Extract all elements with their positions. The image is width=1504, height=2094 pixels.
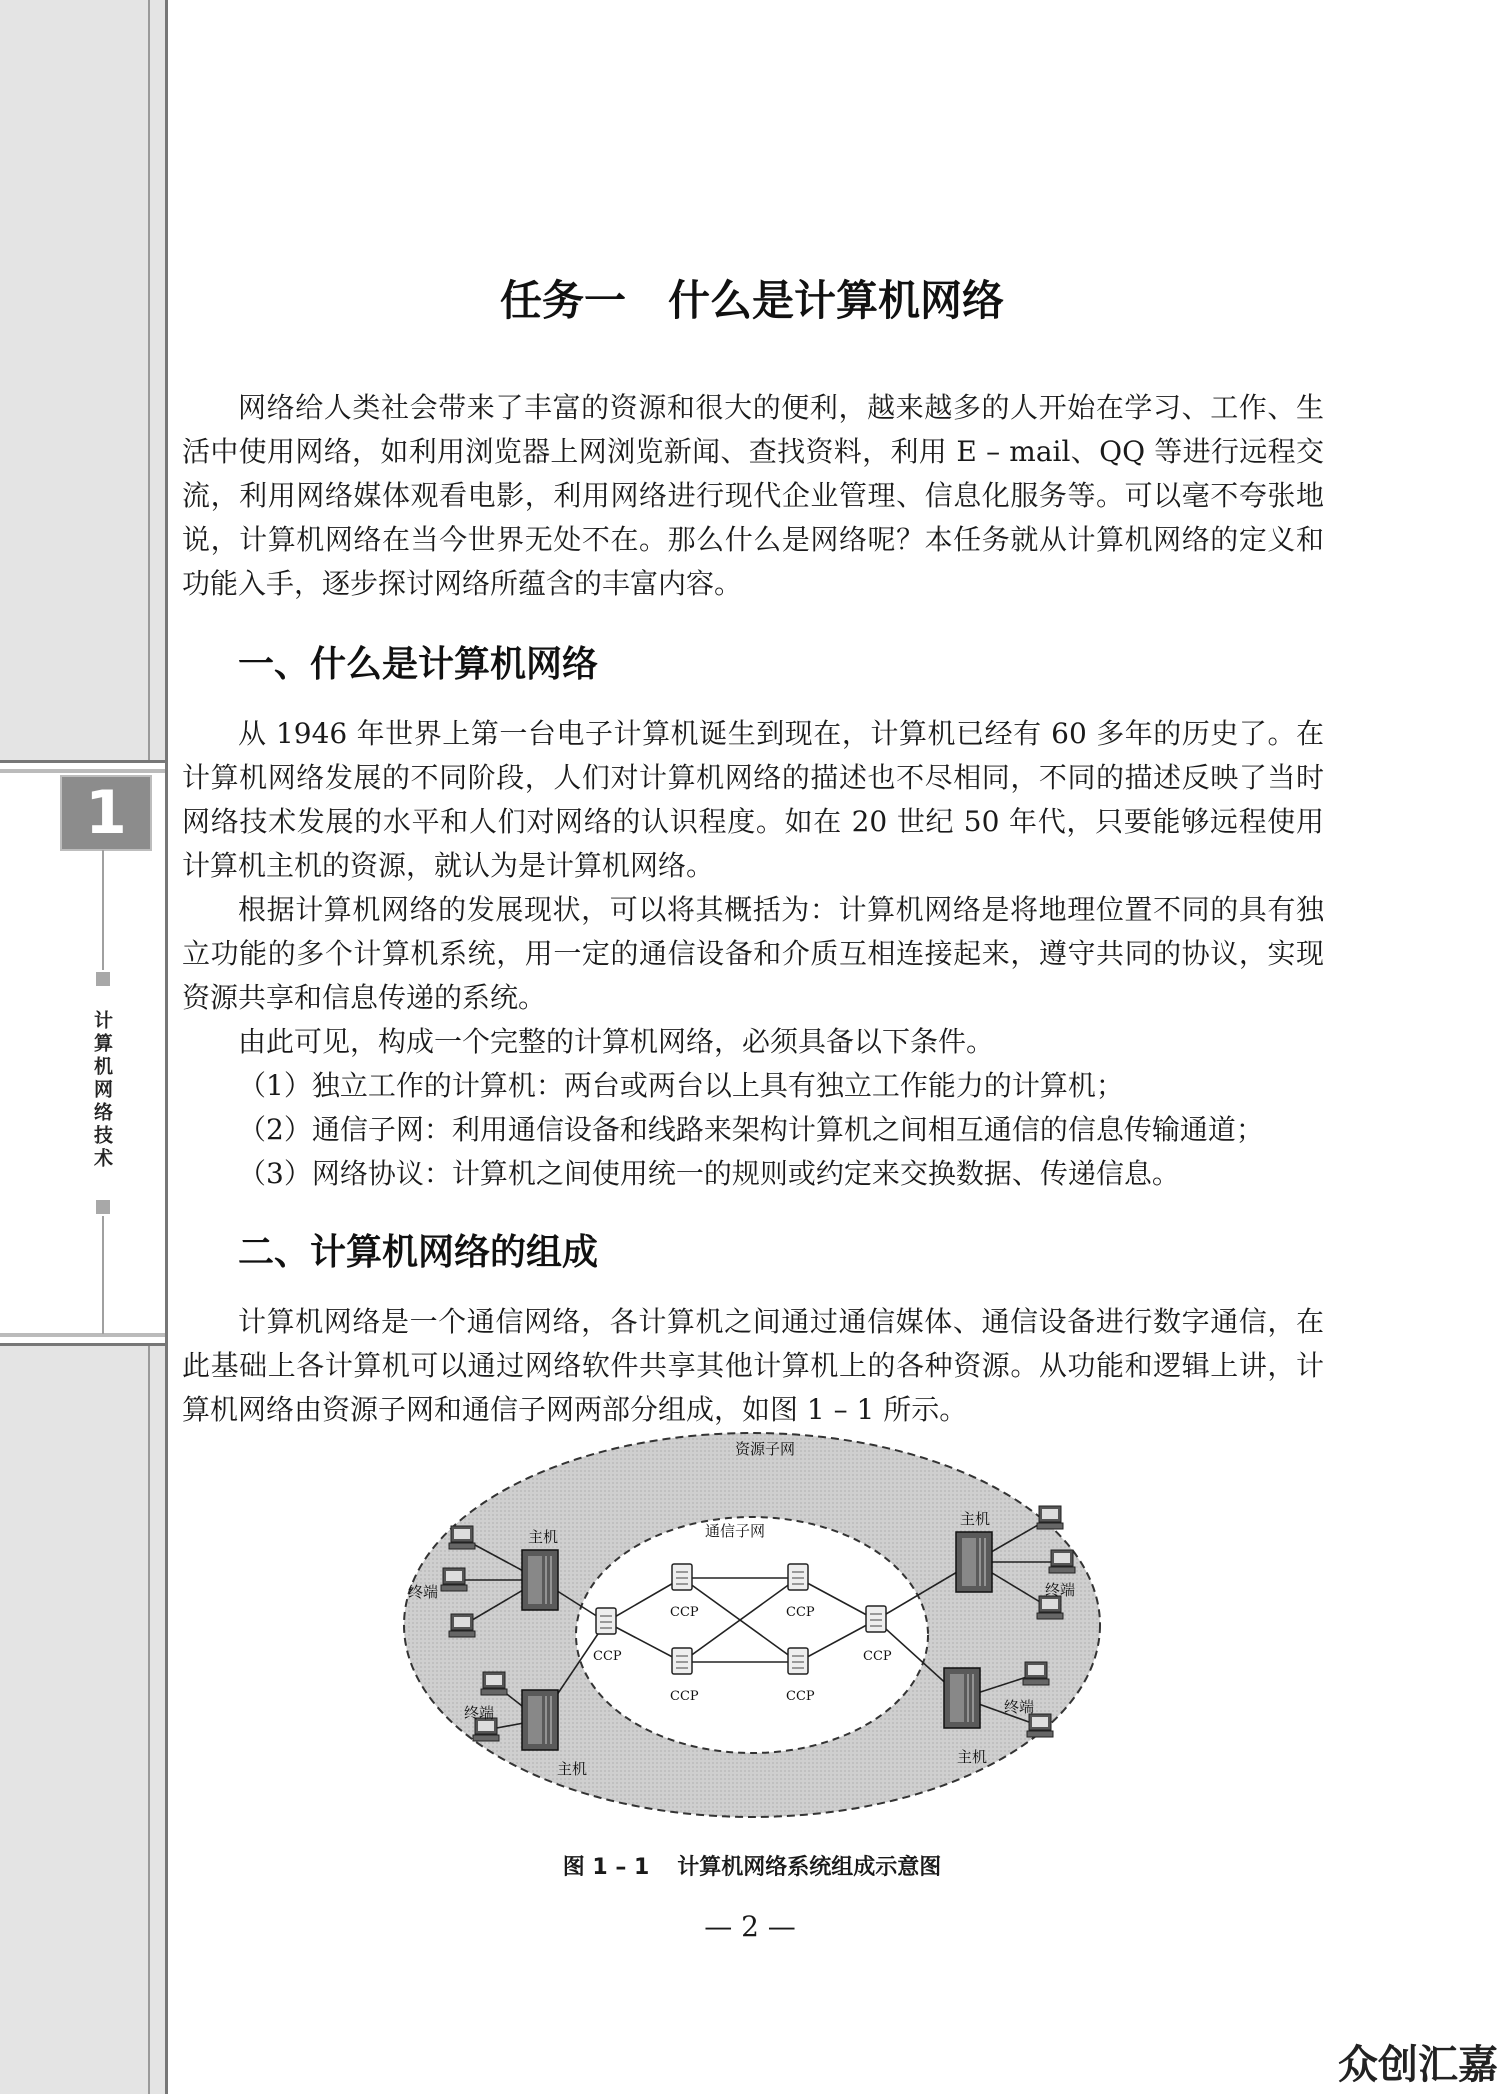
resource-subnet-label: 资源子网 [735,1440,796,1458]
terminal-icon [1027,1714,1053,1737]
ccp-node [788,1648,808,1674]
host-computer [522,1550,558,1610]
sidebar-book-title: 计算机网络技术 [91,1010,113,1171]
host-label: 主机 [957,1748,988,1766]
page-number: — 2 — [704,1910,796,1943]
ccp-label: CCP [786,1605,815,1620]
section1-paragraph: 从 1946 年世界上第一台电子计算机诞生到现在，计算机已经有 60 多年的历史了。在计算机网络发展的不同阶段，人们对计算机网络的描述也不尽相同，不同的描述反映了当时网络技术发展的水平和人们对网络的认识程度。如在 20 世纪 50 年代，只要能够远程使用计算机主机的资源，就认为是计算机网络。 [182,717,1324,882]
ccp-node [866,1606,886,1632]
terminal-icon [449,1526,475,1549]
ccp-node [596,1608,616,1634]
page-title: 任务一 什么是计算机网络 [499,276,1004,325]
condition-list-item: （3）网络协议：计算机之间使用统一的规则或约定来交换数据、传递信息。 [238,1157,1180,1190]
terminal-icon [481,1672,507,1695]
terminal-icon [1023,1662,1049,1685]
terminal-label: 终端 [1045,1581,1076,1599]
terminal-icon [1049,1550,1075,1573]
communication-subnet-ellipse [576,1517,928,1753]
condition-list-item: （2）通信子网：利用通信设备和线路来架构计算机之间相互通信的信息传输通道； [238,1113,1264,1146]
section1-paragraph: 根据计算机网络的发展现状，可以将其概括为：计算机网络是将地理位置不同的具有独立功能的多个计算机系统，用一定的通信设备和介质互相连接起来，遵守共同的协议，实现资源共享和信息传递的系统。 [182,893,1324,1014]
sidebar-square-bottom [96,1200,110,1214]
ccp-label: CCP [863,1649,892,1664]
host-label: 主机 [528,1528,559,1546]
chapter-number-badge: 1 [60,775,152,851]
section1-paragraph: 由此可见，构成一个完整的计算机网络，必须具备以下条件。 [238,1025,995,1058]
terminal-icon [441,1568,467,1591]
sidebar-square-top [96,972,110,986]
host-label: 主机 [557,1760,588,1778]
host-computer [522,1690,558,1750]
host-computer [956,1532,992,1592]
communication-subnet-label: 通信子网 [705,1522,766,1540]
ccp-label: CCP [670,1689,699,1704]
ccp-label: CCP [593,1649,622,1664]
sidebar-line-bottom [102,1216,104,1334]
ccp-node [672,1648,692,1674]
terminal-icon [449,1614,475,1637]
terminal-label: 终端 [408,1583,439,1601]
sidebar-line-top [102,850,104,970]
host-computer [944,1668,980,1728]
terminal-icon [1037,1506,1063,1529]
condition-list-item: （1）独立工作的计算机：两台或两台以上具有独立工作能力的计算机； [238,1069,1124,1102]
terminal-icon [1037,1596,1063,1619]
figure-caption [400,1850,1104,1881]
intro-paragraph: 网络给人类社会带来了丰富的资源和很大的便利，越来越多的人开始在学习、工作、生活中使用网络，如利用浏览器上网浏览新闻、查找资料，利用 E – mail、QQ 等进行远程交流，利用网络媒体观看电影，利用网络进行现代企业管理、信息化服务等。可以毫不夸张地说，计算机网络在当今世界无处不在。那么什么是网络呢？本任务就从计算机网络的定义和功能入手，逐步探讨网络所蕴含的丰富内容。 [182,391,1324,600]
figure-caption-text: 计算机网络系统组成示意图 [677,1855,942,1880]
section1-heading: 一、什么是计算机网络 [238,644,599,685]
ccp-label: CCP [670,1605,699,1620]
host-label: 主机 [960,1510,991,1528]
ccp-node [788,1564,808,1590]
figure-caption-number: 图 1 – 1 [562,1855,650,1880]
section2-paragraph: 计算机网络是一个通信网络，各计算机之间通过通信媒体、通信设备进行数字通信，在此基础上各计算机可以通过网络软件共享其他计算机上的各种资源。从功能和逻辑上讲，计算机网络由资源子网和通信子网两部分组成，如图 1 – 1 所示。 [182,1305,1324,1426]
tab-bar-bottom [0,1333,165,1337]
terminal-label: 终端 [1004,1698,1035,1716]
tab-bar-top [0,769,165,773]
watermark-text: 众创汇嘉 [1338,2042,1498,2088]
ccp-node [672,1564,692,1590]
network-diagram [400,1430,1104,1820]
section2-heading: 二、计算机网络的组成 [238,1232,599,1273]
ccp-label: CCP [786,1689,815,1704]
terminal-label: 终端 [464,1704,495,1722]
